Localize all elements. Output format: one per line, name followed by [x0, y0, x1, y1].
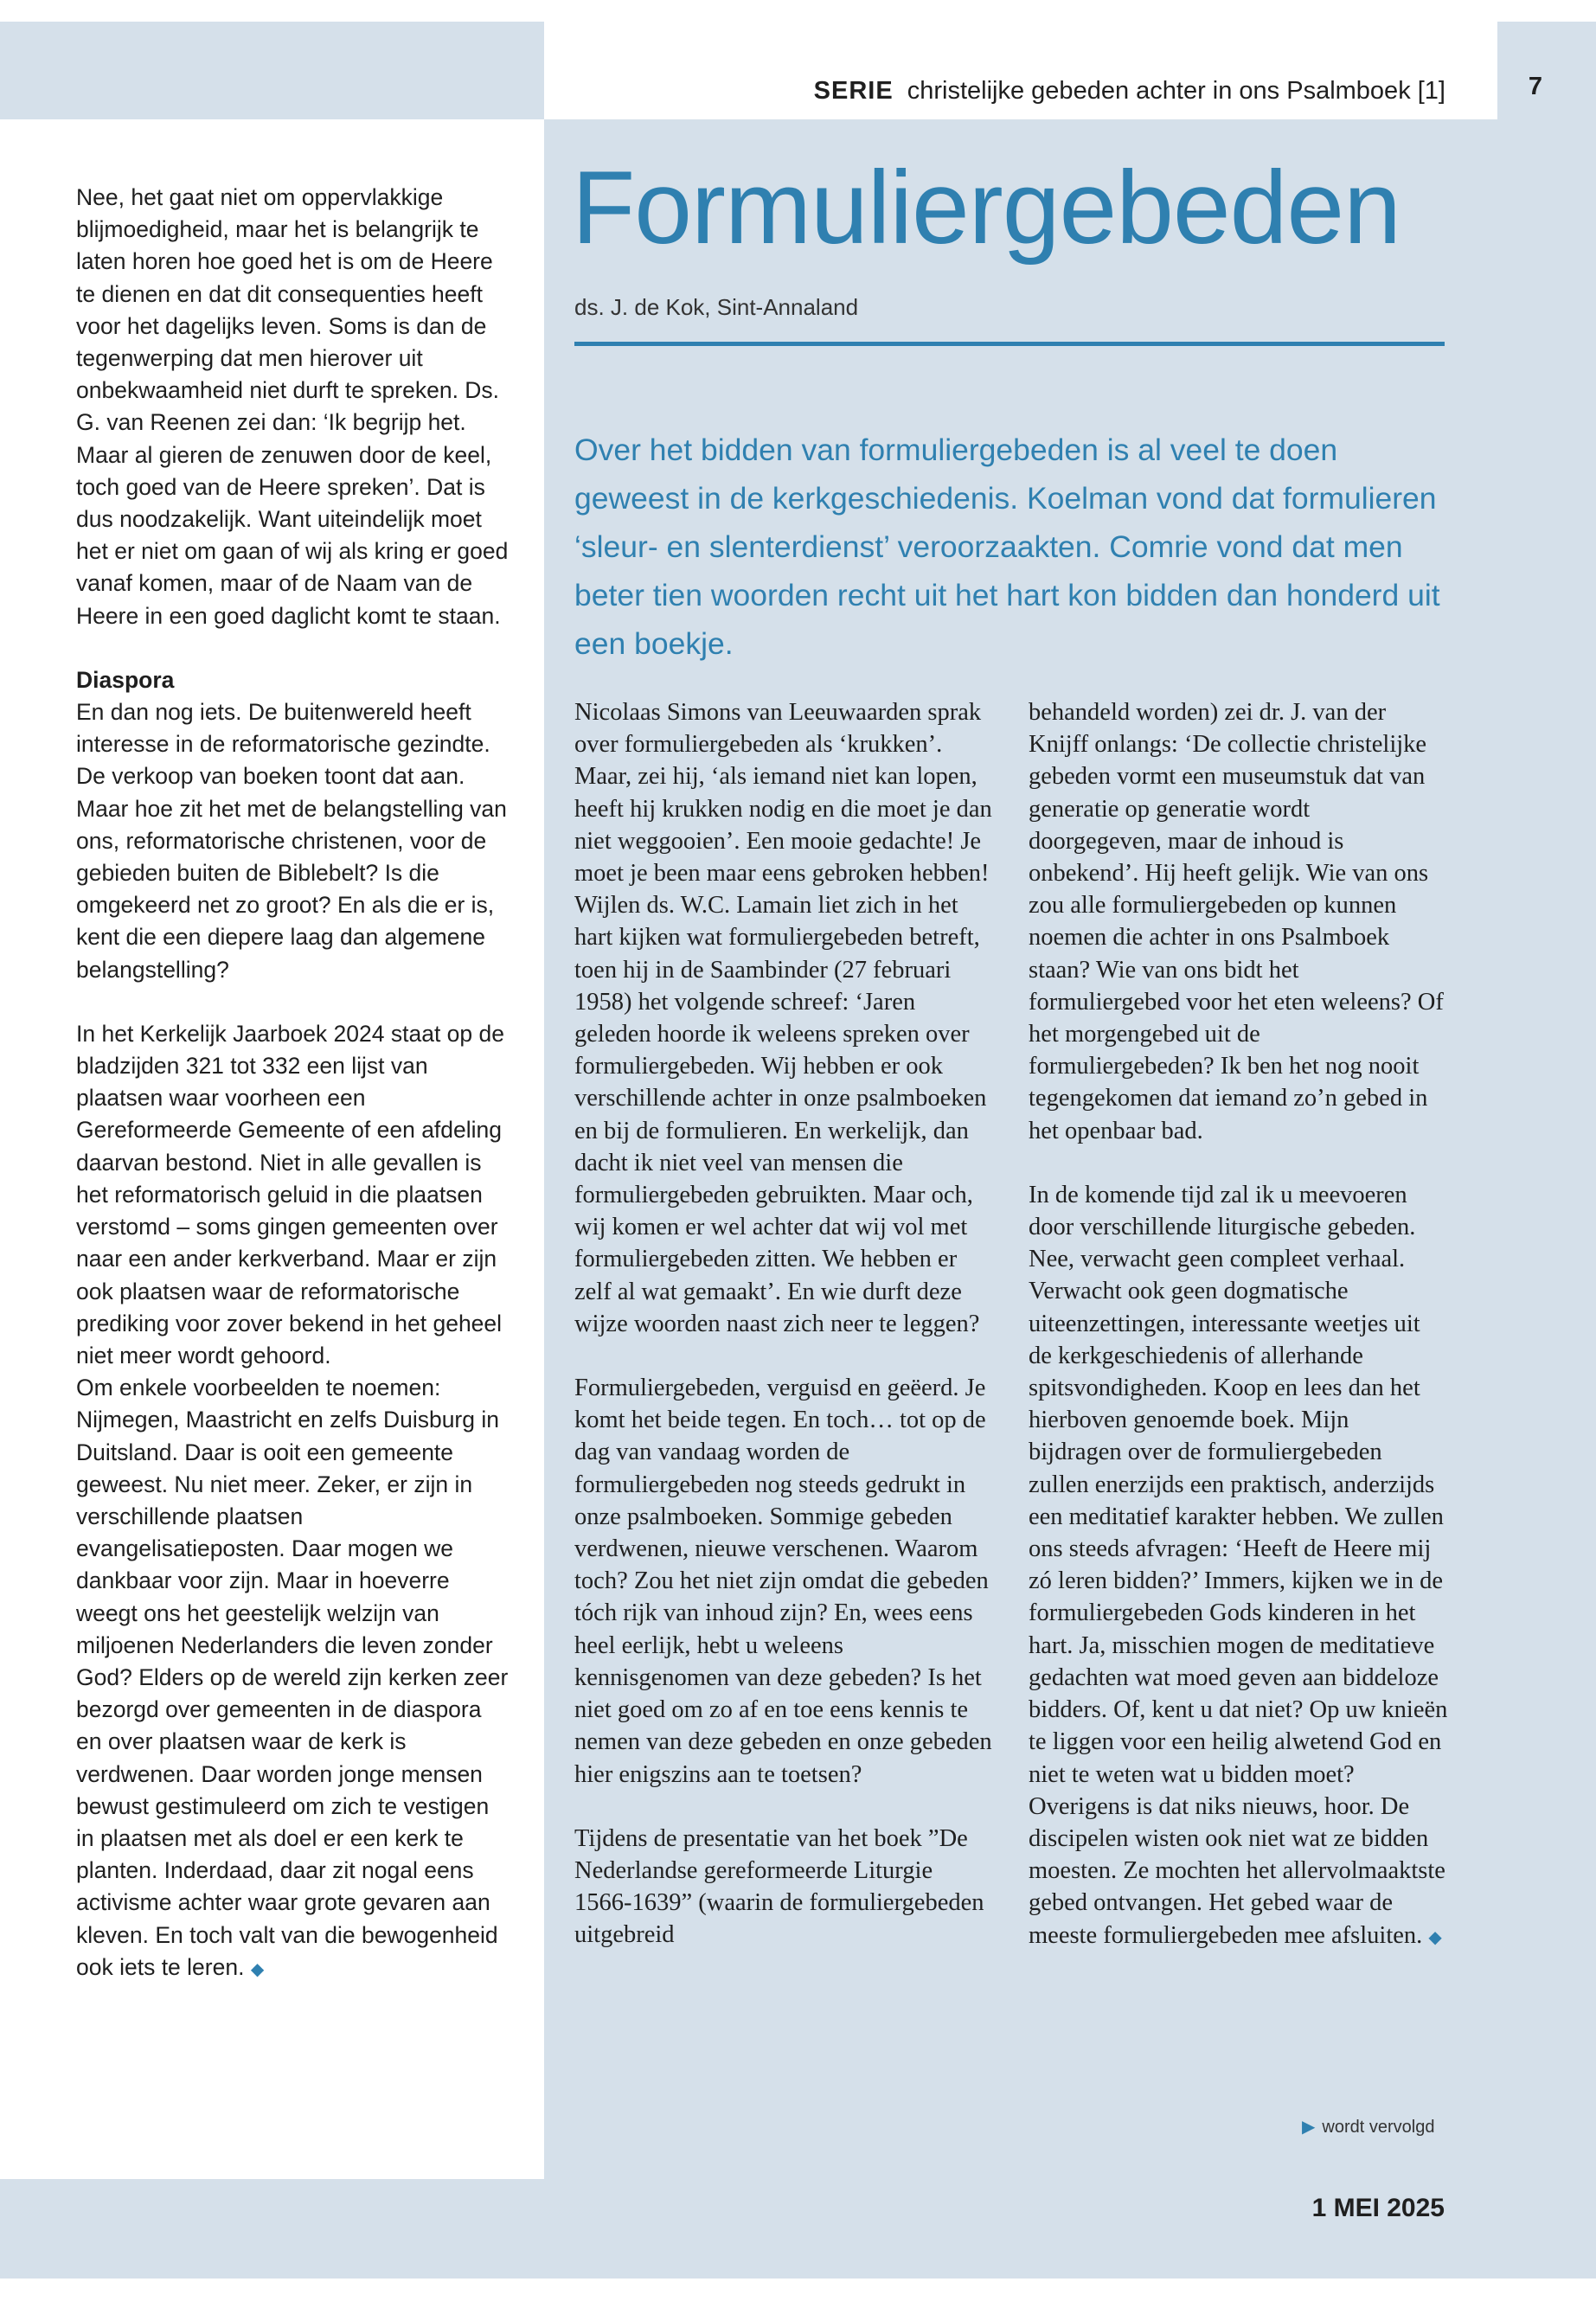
serie-label: SERIE — [813, 77, 894, 105]
left-paragraph-2: En dan nog iets. De buitenwereld heeft interesse in de reformatorische gezindte. De verkoop van boeken toont dat aan. Maar hoe zit het met de belangstelling van ons, reformatorische christenen, voor de gebieden buiten de Biblebelt? Is die omgekeerd net zo groot? En als die er is, kent die een diepere laag dan algemene belangstelling? — [76, 699, 507, 983]
col-a-paragraph-3: Formuliergebeden, verguisd en geëerd. Je komt het beide tegen. En toch… tot op de dag van vandaag worden de formuliergebeden nog steeds gedrukt in onze psalmboeken. Sommige gebeden verdwenen, nieuwe verschenen. Waarom toch? Zou het niet zijn omdat die gebeden tóch rijk van inhoud zijn? En, wees eens heel eerlijk, hebt u weleens kennisgenomen van deze gebeden? Is het niet goed om zo af en toe eens kennis te nemen van deze gebeden en onze gebeden hier enigszins aan te toetsen? — [574, 1375, 992, 1788]
running-head — [814, 77, 1445, 106]
page-number: 7 — [1528, 73, 1543, 100]
article-intro: Over het bidden van formuliergebeden is al veel te doen geweest in de kerkgeschiedenis. Koelman vond dat formulieren ‘sleur- en slenterdienst’ veroorzaakten. Comrie vond dat men beter tien woorden recht uit het hart kon bidden dan honderd uit een boekje. — [574, 433, 1440, 661]
left-paragraph-3: In het Kerkelijk Jaarboek 2024 staat op de bladzijden 321 tot 332 een lijst van plaatsen waar voorheen een Gereformeerde Gemeente of een afdeling daarvan bestond. Niet in alle gevallen is het reformatorisch geluid in die plaatsen verstomd – soms gingen gemeenten over naar een ander kerkverband. Maar er zijn ook plaatsen waar de reformatorische prediking voor zover bekend in het geheel niet meer wordt gehoord. — [76, 1020, 504, 1368]
right-margin-band — [1497, 22, 1596, 2279]
footer-band-left — [0, 2179, 544, 2279]
body-column-a — [574, 696, 994, 1952]
continued-note — [1302, 2116, 1434, 2138]
header-band-left — [0, 22, 544, 119]
left-paragraph-4-text: Om enkele voorbeelden te noemen: Nijmegen, Maastricht en zelfs Duisburg in Duitsland. Daar is ooit een gemeente geweest. Nu niet meer. Zeker, er zijn in verschillende plaatsen evangelisatieposten. Daar mogen we dankbaar voor zijn. Maar in hoeverre weegt ons het geestelijk welzijn van miljoenen Nederlanders die leven zonder God? Elders op de wereld zijn kerken zeer bezorgd over gemeenten in de diaspora en over plaatsen waar de kerk is verdwenen. Daar worden jonge mensen bewust gestimuleerd om zich te vestigen in plaatsen met als doel er een kerk te planten. Inderdaad, daar zit nogal eens activisme achter waar grote gevaren aan kleven. En toch valt van die bewogenheid ook iets te leren. — [76, 1375, 509, 1980]
col-b-paragraph-2 — [1029, 1179, 1448, 1954]
col-a-paragraph-4: Tijdens de presentatie van het boek ”De Nederlandse gereformeerde Liturgie 1566-1639” (waarin de formuliergebeden uitgebreid — [574, 1824, 984, 1949]
article-author: ds. J. de Kok, Sint-Annaland — [574, 294, 859, 320]
series-title: christelijke gebeden achter in ons Psalmboek [1] — [907, 77, 1445, 105]
article-title: Formuliergebeden — [572, 150, 1401, 266]
col-a-paragraph-1: Nicolaas Simons van Leeuwaarden sprak over formuliergebeden als ‘krukken’. Maar, zei hij, ‘als iemand niet kan lopen, heeft hij krukken nodig en die moet je dan niet weggooien’. Een mooie gedachte! Je moet je been maar eens gebroken hebben! — [574, 699, 992, 888]
col-b-paragraph-2-text: In de komende tijd zal ik u meevoeren door verschillende liturgische gebeden. Nee, verwacht geen compleet verhaal. Verwacht ook geen dogmatische uiteenzettingen, interessante weetjes uit de kerkgeschiedenis of allerhande spitsvondigheden. Koop en lees dan het hierboven genoemde boek. Mijn bijdragen over de formuliergebeden zullen enerzijds een praktisch, anderzijds een meditatief karakter hebben. We zullen ons steeds afvragen: ‘Heeft de Heere mij zó leren bidden?’ Immers, kijken we in de formuliergebeden Gods kinderen in het hart. Ja, misschien mogen de meditatieve gedachten wat moed geven aan biddeloze bidders. Of, kent u dat niet? Op uw knieën te liggen voor een heilig alwetend God en niet te weten wat u bidden moet? Overigens is dat niks nieuws, hoor. De discipelen wisten ook niet wat ze bidden moesten. Ze mochten het allervolmaaktste gebed ontvangen. Het gebed waar de meeste formuliergebeden mee afsluiten. — [1029, 1181, 1448, 1949]
col-b-paragraph-1: behandeld worden) zei dr. J. van der Knijff onlangs: ‘De collectie christelijke gebeden vormt een museumstuk dat van generatie op generatie wordt doorgegeven, maar de inhoud is onbekend’. Hij heeft gelijk. Wie van ons zou alle formuliergebeden op kunnen noemen die achter in ons Psalmboek staan? Wie van ons bidt het formuliergebed voor het eten weleens? Of het morgengebed uit de formuliergebeden? Ik ben het nog nooit tegengekomen dat iemand zo’n gebed in het openbaar bad. — [1029, 699, 1444, 1144]
left-paragraph-4 — [76, 1372, 513, 1986]
body-column-b — [1029, 696, 1448, 1954]
issue-date: 1 MEI 2025 — [1311, 2194, 1445, 2222]
left-column — [76, 182, 513, 1986]
left-paragraph-1: Nee, het gaat niet om oppervlakkige blijmoedigheid, maar het is belangrijk te laten horen hoe goed het is om de Heere te dienen en dat dit consequenties heeft voor het dagelijks leven. Soms is dan de tegenwerping dat men hierover uit onbekwaamheid niet durft te spreken. Ds. G. van Reenen zei dan: ‘Ik begrijp het. Maar al gieren de zenuwen door de keel, toch goed van de Heere spreken’. Dat is dus noodzakelijk. Want uiteindelijk moet het er niet om gaan of wij als kring er goed vanaf komen, maar of de Naam van de Heere in een goed daglicht komt te staan. — [76, 184, 509, 629]
end-diamond-icon: ◆ — [250, 1959, 265, 1979]
end-diamond-icon: ◆ — [1428, 1927, 1442, 1947]
col-a-paragraph-2: Wijlen ds. W.C. Lamain liet zich in het hart kijken wat formuliergebeden betreft, toen hij in de Saambinder (27 februari 1958) het volgende schreef: ‘Jaren geleden hoorde ik weleens spreken over formuliergebeden. Wij hebben er ook verschillende achter in onze psalmboeken en bij de formulieren. En werkelijk, dan dacht ik niet veel van mensen die formuliergebeden gebruikten. Maar och, wij komen er wel achter dat wij vol met formuliergebeden zitten. We hebben er zelf al wat gemaakt’. En wie durft deze wijze woorden naast zich neer te leggen? — [574, 892, 987, 1337]
triangle-right-icon: ▶ — [1302, 2118, 1316, 2137]
page-header — [544, 22, 1497, 119]
continued-label: wordt vervolgd — [1322, 2118, 1435, 2137]
subheading-diaspora: Diaspora — [76, 666, 175, 693]
title-rule — [574, 342, 1445, 346]
